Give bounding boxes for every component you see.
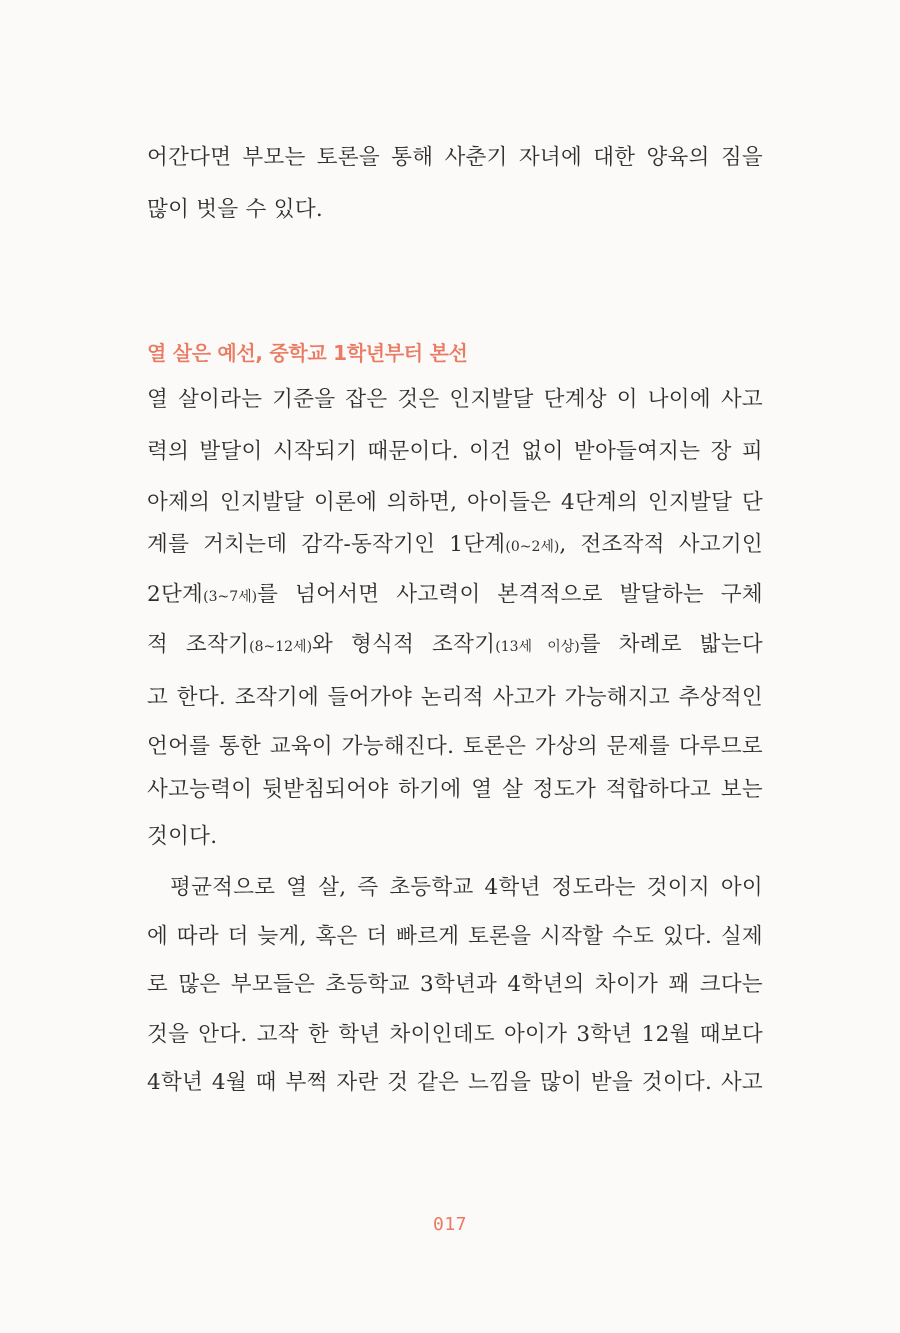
- age-range-note: (8~12세): [249, 639, 313, 655]
- body-text-line: 에 따라 더 늦게, 혹은 더 빠르게 토론을 시작할 수도 있다. 실제: [147, 924, 763, 949]
- body-text-line: 고 한다. 조작기에 들어가야 논리적 사고가 가능해지고 추상적인: [147, 685, 763, 710]
- body-text-line: 어간다면 부모는 토론을 통해 사춘기 자녀에 대한 양육의 짐을: [147, 145, 763, 170]
- age-range-note: (0~2세): [505, 539, 560, 555]
- body-text-line: 것을 안다. 고작 한 학년 차이인데도 아이가 3학년 12월 때보다: [147, 1022, 763, 1047]
- text-run: , 전조작적 사고기인: [559, 532, 763, 557]
- section-heading: 열 살은 예선, 중학교 1학년부터 본선: [147, 341, 468, 365]
- body-text-line: [147, 580, 763, 612]
- age-range-note: (13세 이상): [495, 639, 580, 655]
- text-run: 를 넘어서면 사고력이 본격적으로 발달하는 구체: [257, 582, 763, 607]
- body-text-line: [147, 530, 763, 562]
- text-run: 계를 거치는데 감각-동작기인 1단계: [147, 532, 506, 557]
- body-text-line: 열 살이라는 기준을 잡은 것은 인지발달 단계상 이 나이에 사고: [147, 387, 763, 412]
- body-text-line: 언어를 통한 교육이 가능해진다. 토론은 가상의 문제를 다루므로: [147, 734, 763, 759]
- body-text-line: 사고능력이 뒷받침되어야 하기에 열 살 정도가 적합하다고 보는: [147, 777, 763, 802]
- text-run: 적 조작기: [147, 632, 250, 657]
- body-text-line: 로 많은 부모들은 초등학교 3학년과 4학년의 차이가 꽤 크다는: [147, 972, 763, 997]
- body-text-line: 력의 발달이 시작되기 때문이다. 이건 없이 받아들여지는 장 피: [147, 439, 763, 464]
- body-text-line: [147, 630, 763, 662]
- text-run: 2단계: [147, 582, 204, 607]
- text-run: 와 형식적 조작기: [312, 632, 496, 657]
- body-text-line: 4학년 4월 때 부쩍 자란 것 같은 느낌을 많이 받을 것이다. 사고: [147, 1070, 763, 1095]
- page-number: 017: [432, 1214, 467, 1235]
- body-text-line: 많이 벗을 수 있다.: [147, 197, 324, 222]
- body-text-line: 평균적으로 열 살, 즉 초등학교 4학년 정도라는 것이지 아이: [170, 875, 763, 900]
- body-text-line: 것이다.: [147, 824, 218, 849]
- age-range-note: (3~7세): [203, 589, 258, 605]
- body-text-line: 아제의 인지발달 이론에 의하면, 아이들은 4단계의 인지발달 단: [147, 490, 763, 515]
- text-run: 를 차례로 밟는다: [579, 632, 763, 657]
